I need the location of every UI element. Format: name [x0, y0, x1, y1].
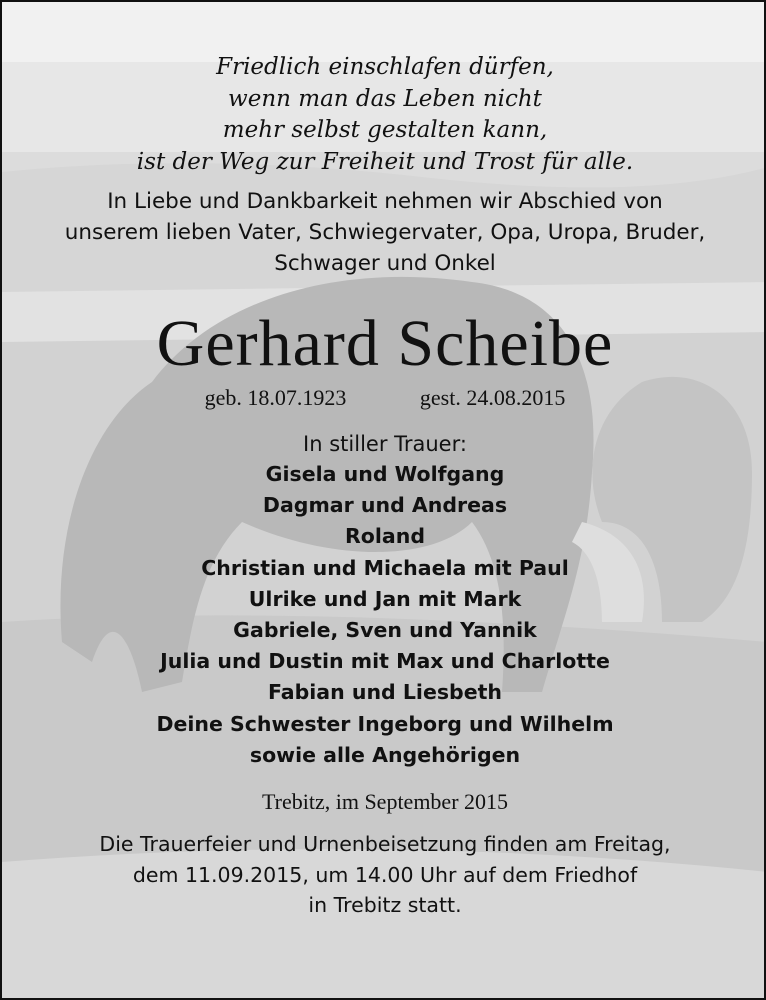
- poem-line: wenn man das Leben nicht: [228, 85, 542, 112]
- notice-content: [2, 2, 766, 921]
- mourner-entry: sowie alle Angehörigen: [249, 742, 521, 767]
- poem-line: Friedlich einschlafen dürfen,: [216, 54, 554, 80]
- deceased-name: Gerhard Scheibe: [156, 307, 614, 380]
- mourner-entry: Roland: [345, 524, 425, 549]
- intro-line: Schwager und Onkel: [274, 251, 496, 276]
- poem-line: ist der Weg zur Freiheit und Trost für alle.: [136, 148, 634, 175]
- mourning-label: In stiller Trauer:: [303, 432, 467, 456]
- memorial-poem: [2, 52, 766, 178]
- funeral-line: in Trebitz statt.: [308, 893, 462, 918]
- life-dates: [2, 383, 766, 413]
- intro-line: In Liebe und Dankbarkeit nehmen wir Abschied von: [107, 189, 663, 214]
- mourners-list: [2, 459, 766, 771]
- mourner-entry: Dagmar und Andreas: [262, 493, 508, 518]
- mourner-entry: Gabriele, Sven und Yannik: [233, 618, 537, 643]
- death-date: gest. 24.08.2015: [419, 385, 566, 410]
- mourner-entry: Fabian und Liesbeth: [267, 680, 503, 705]
- intro-line: unserem lieben Vater, Schwiegervater, Opa, Uropa, Bruder,: [64, 220, 706, 245]
- place-date: Trebitz, im September 2015: [261, 789, 509, 815]
- mourner-entry: Ulrike und Jan mit Mark: [248, 586, 522, 611]
- mourner-entry: Deine Schwester Ingeborg und Wilhelm: [156, 711, 614, 736]
- funeral-line: Die Trauerfeier und Urnenbeisetzung finden am Freitag,: [99, 832, 671, 857]
- poem-line: mehr selbst gestalten kann,: [222, 117, 548, 143]
- mourner-entry: Gisela und Wolfgang: [265, 462, 505, 486]
- funeral-info: [2, 829, 766, 921]
- birth-date: geb. 18.07.1923: [204, 385, 347, 410]
- funeral-line: dem 11.09.2015, um 14.00 Uhr auf dem Friedhof: [132, 862, 638, 887]
- mourner-entry: Julia und Dustin mit Max und Charlotte: [160, 649, 610, 674]
- farewell-intro: [2, 186, 766, 279]
- mourner-entry: Christian und Michaela mit Paul: [201, 555, 569, 580]
